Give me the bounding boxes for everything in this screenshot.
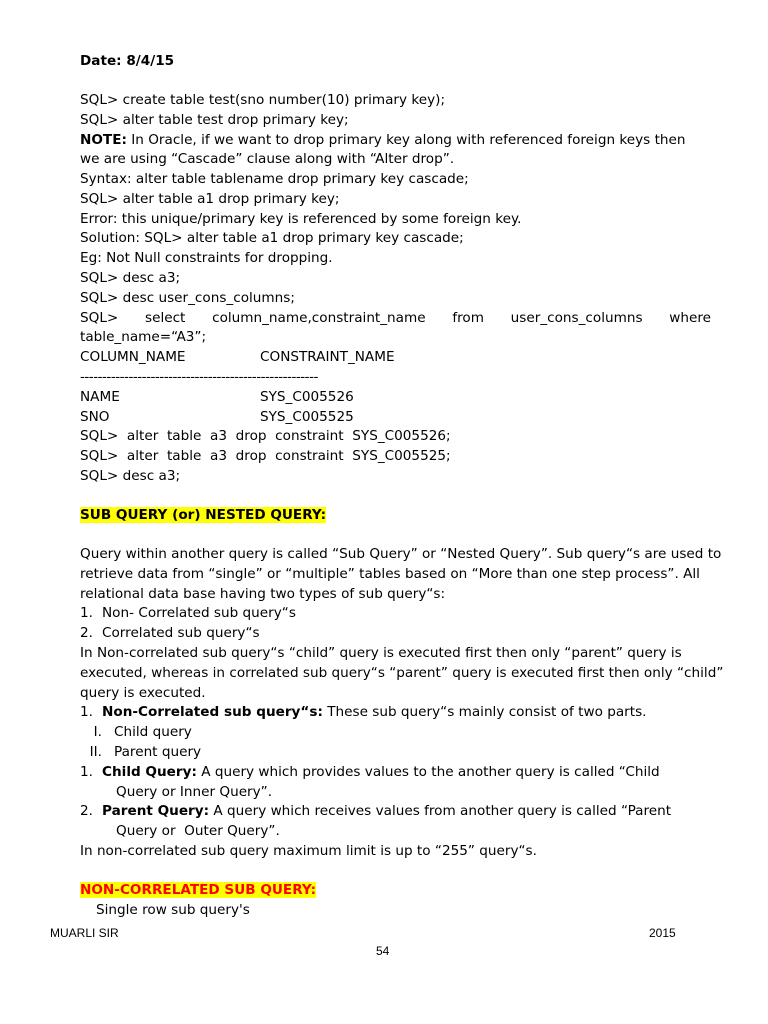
paragraph-line: retrieve data from “single” or “multiple” tables based on “More than one step process”. All (80, 566, 700, 582)
list-text: These sub query“s mainly consist of two parts. (322, 704, 647, 720)
list-item (80, 802, 671, 821)
result-header (80, 348, 480, 367)
section-heading: SUB QUERY (or) NESTED QUERY: (80, 507, 327, 523)
paragraph-line: Single row sub query's (96, 902, 250, 918)
section-heading: NON-CORRELATED SUB QUERY: (80, 882, 317, 898)
roman-item (70, 743, 201, 762)
select-word: select (145, 310, 186, 326)
result-row (80, 408, 480, 427)
select-word: where (669, 310, 711, 326)
list-label: Non-Correlated sub query“s: (102, 704, 323, 720)
roman-number: II. (89, 744, 102, 760)
roman-item (70, 723, 192, 742)
sql-line: SQL> create table test(sno number(10) primary key); (80, 92, 446, 108)
example-line: Eg: Not Null constraints for dropping. (80, 250, 333, 266)
column-header: CONSTRAINT_NAME (260, 349, 395, 365)
list-text: A query which provides values to the another query is called “Child (196, 764, 660, 780)
list-number: 1. (80, 704, 93, 720)
error-line: Error: this unique/primary key is referenced by some foreign key. (80, 211, 522, 227)
select-word: column_name,constraint_name (212, 310, 426, 326)
roman-text: Parent query (114, 744, 202, 760)
list-item (80, 763, 660, 782)
note-line (80, 131, 686, 150)
select-line (80, 309, 711, 328)
result-row (80, 388, 480, 407)
select-word: SQL> (80, 310, 119, 326)
list-continuation: Query or Inner Query”. (116, 784, 273, 800)
page-number: 54 (376, 944, 390, 958)
footer-year: 2015 (649, 926, 676, 940)
paragraph-line: executed, whereas in correlated sub query“s “parent” query is executed first then only “child” (80, 665, 724, 681)
sql-line: SQL> alter table a3 drop constraint SYS_C005525; (80, 448, 451, 464)
list-label: Parent Query: (102, 803, 210, 819)
sql-line: SQL> alter table a3 drop constraint SYS_C005526; (80, 428, 451, 444)
roman-number: I. (93, 724, 102, 740)
list-continuation: Query or Outer Query”. (116, 823, 280, 839)
solution-line: Solution: SQL> alter table a1 drop primary key cascade; (80, 230, 464, 246)
result-cell: SNO (80, 409, 110, 425)
select-continuation: table_name=“A3”; (80, 329, 207, 345)
result-cell: SYS_C005525 (260, 409, 354, 425)
paragraph-line: In non-correlated sub query maximum limit is up to “255” query“s. (80, 843, 537, 859)
paragraph-line: Query within another query is called “Sub Query” or “Nested Query”. Sub query“s are used to (80, 546, 722, 562)
list-item (80, 604, 296, 623)
list-number: 2. (80, 803, 93, 819)
sql-line: SQL> alter table test drop primary key; (80, 112, 349, 128)
list-number: 1. (80, 605, 93, 621)
paragraph-line: query is executed. (80, 685, 206, 701)
column-header: COLUMN_NAME (80, 349, 186, 365)
sql-line: SQL> desc user_cons_columns; (80, 290, 295, 306)
list-item (80, 624, 260, 643)
syntax-line: Syntax: alter table tablename drop primary key cascade; (80, 171, 469, 187)
result-cell: SYS_C005526 (260, 389, 354, 405)
note-text: In Oracle, if we want to drop primary key along with referenced foreign keys then (126, 132, 686, 148)
list-number: 2. (80, 625, 93, 641)
note-label: NOTE: (80, 132, 127, 148)
date-label: Date: 8/4/15 (80, 53, 175, 69)
select-word: from (452, 310, 484, 326)
paragraph-line: relational data base having two types of sub query“s: (80, 586, 446, 602)
list-label: Child Query: (102, 764, 197, 780)
list-item (80, 703, 647, 722)
sql-line: SQL> desc a3; (80, 468, 181, 484)
select-word: user_cons_columns (510, 310, 643, 326)
list-number: 1. (80, 764, 93, 780)
footer-author: MUARLI SIR (50, 926, 119, 940)
sql-line: SQL> alter table a1 drop primary key; (80, 191, 340, 207)
sql-line: SQL> desc a3; (80, 270, 181, 286)
list-text: A query which receives values from another query is called “Parent (209, 803, 672, 819)
list-text: Non- Correlated sub query“s (102, 605, 296, 621)
list-text: Correlated sub query“s (102, 625, 260, 641)
paragraph-line: In Non-correlated sub query“s “child” query is executed first then only “parent” query is (80, 645, 682, 661)
note-line-2: we are using “Cascade” clause along with “Alter drop”. (80, 151, 455, 167)
result-cell: NAME (80, 389, 120, 405)
roman-text: Child query (114, 724, 192, 740)
dash-divider: ------------------------------------------------------ (80, 369, 318, 385)
